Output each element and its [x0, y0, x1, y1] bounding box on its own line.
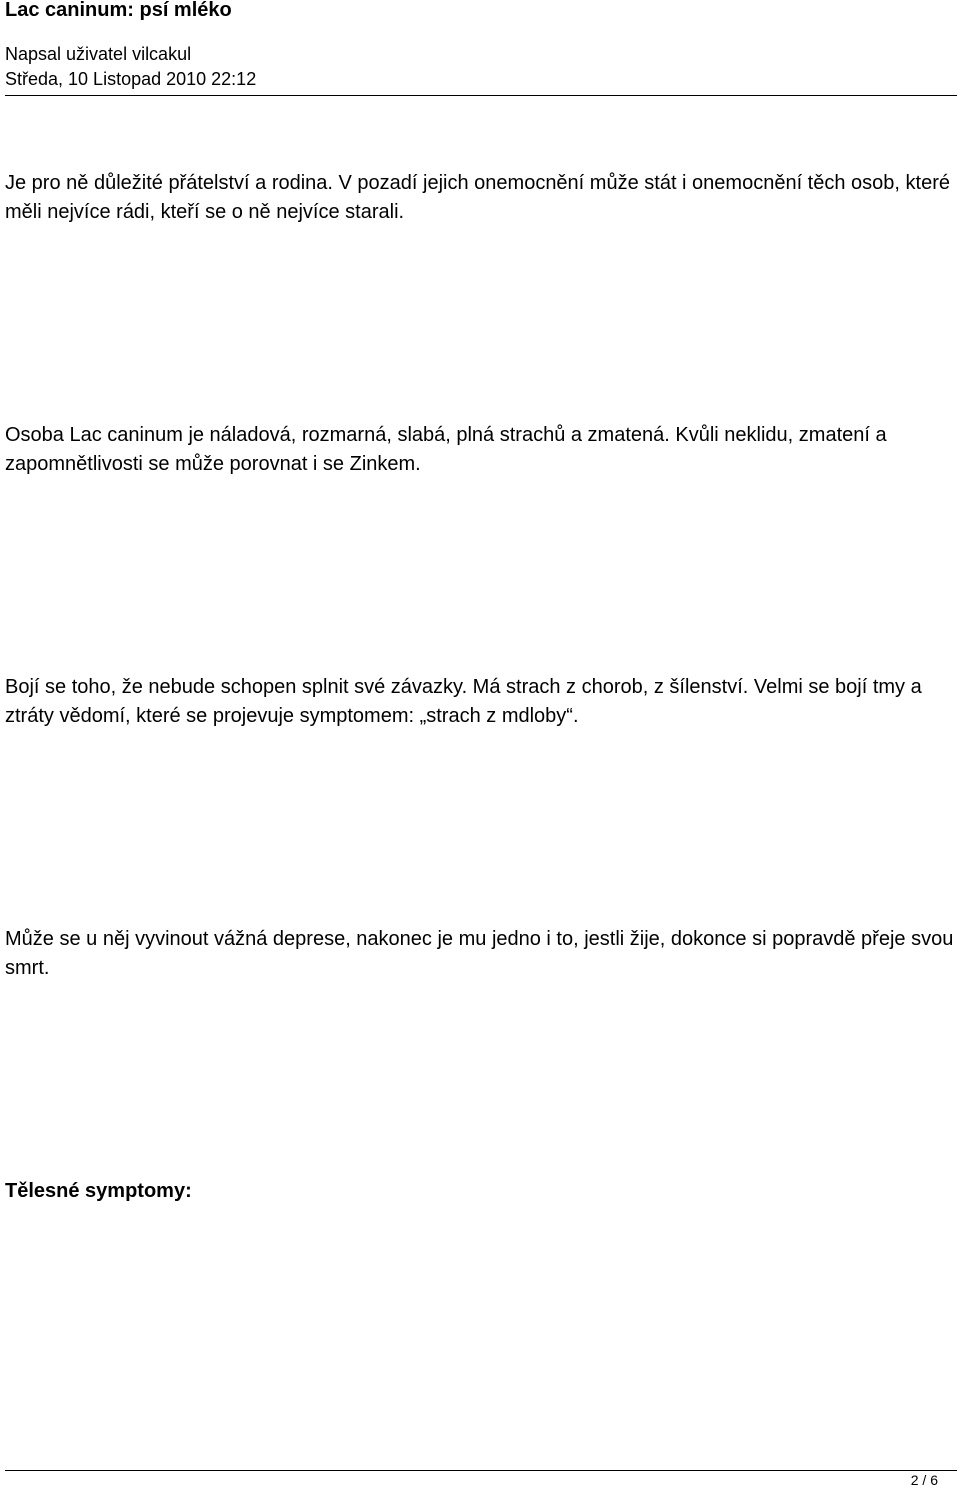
paragraph: Je pro ně důležité přátelství a rodina. V pozadí jejich onemocnění může stát i onemocnění těch osob, které měli nejvíce rádi, kteří se o ně nejvíce starali. — [5, 172, 950, 223]
author-line: Napsal uživatel vilcakul — [5, 44, 192, 64]
header-divider — [5, 95, 957, 96]
section-heading: Tělesné symptomy: — [5, 1180, 192, 1202]
page-title: Lac caninum: psí mléko — [5, 0, 232, 21]
paragraph: Bojí se toho, že nebude schopen splnit své závazky. Má strach z chorob, z šílenství. Velmi se bojí tmy a ztráty vědomí, které se projevuje symptomem: „strach z mdloby“. — [5, 676, 922, 727]
paragraph: Osoba Lac caninum je náladová, rozmarná, slabá, plná strachů a zmatená. Kvůli neklidu, zmatení a zapomnětlivosti se může porovnat i se Zinkem. — [5, 424, 887, 475]
paragraph: Může se u něj vyvinout vážná deprese, nakonec je mu jedno i to, jestli žije, dokonce si popravdě přeje svou smrt. — [5, 928, 954, 979]
footer-divider — [5, 1470, 957, 1471]
date-line: Středa, 10 Listopad 2010 22:12 — [5, 69, 257, 89]
page-number: 2 / 6 — [910, 1472, 938, 1488]
